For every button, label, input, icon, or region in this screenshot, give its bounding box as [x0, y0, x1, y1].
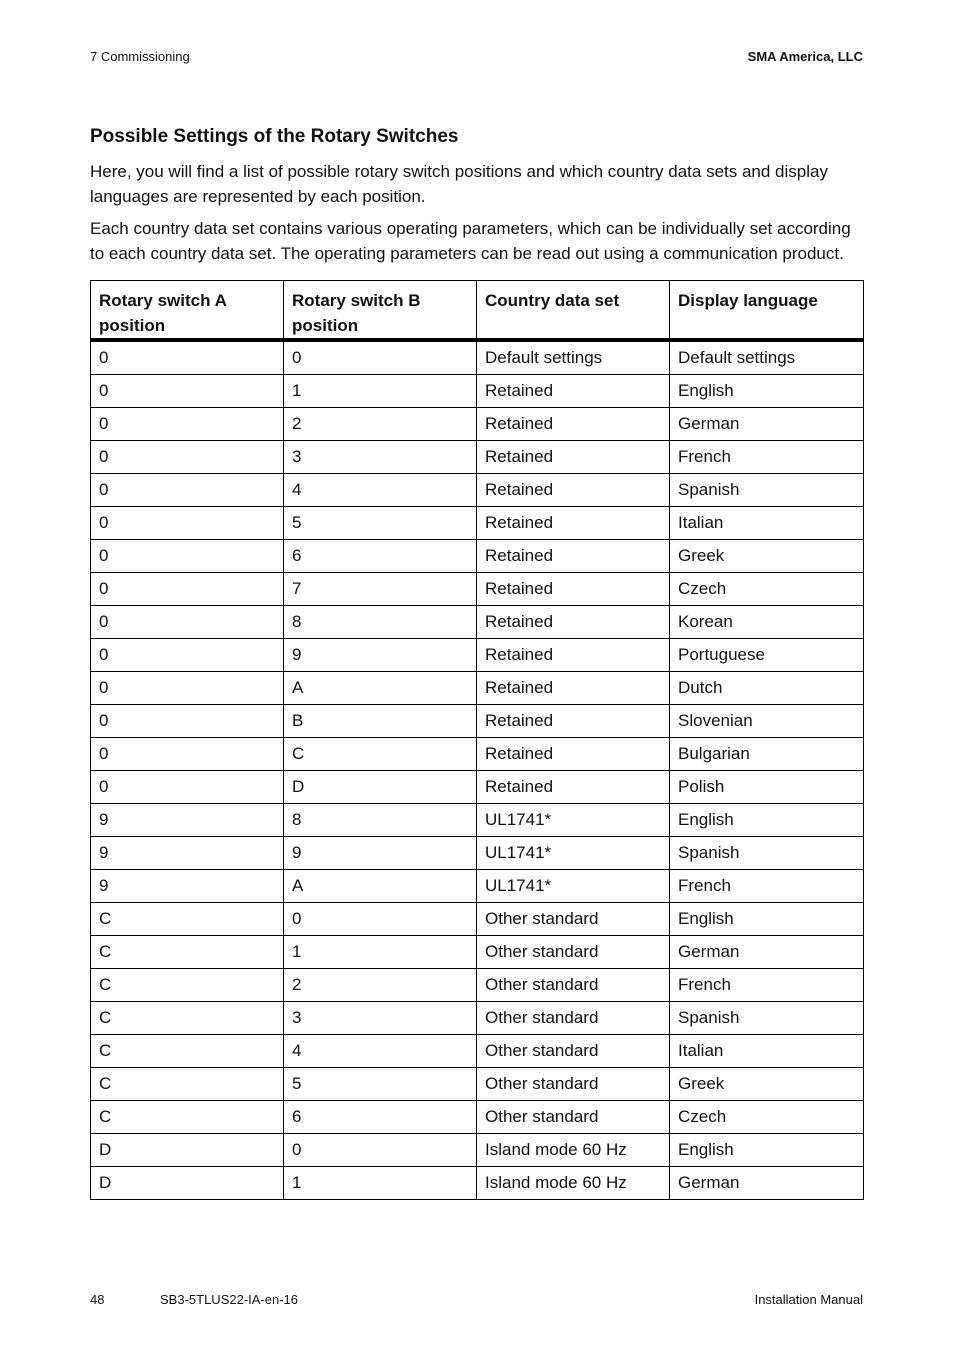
cell-country-data-set: Retained [477, 540, 670, 573]
cell-country-data-set: Retained [477, 771, 670, 804]
cell-switch-b: 4 [284, 1035, 477, 1068]
cell-display-language: German [670, 936, 864, 969]
cell-display-language: Bulgarian [670, 738, 864, 771]
cell-switch-b: D [284, 771, 477, 804]
cell-switch-b: 5 [284, 1068, 477, 1101]
cell-switch-a: 0 [91, 441, 284, 474]
cell-country-data-set: Retained [477, 672, 670, 705]
cell-display-language: Dutch [670, 672, 864, 705]
cell-switch-a: 9 [91, 804, 284, 837]
cell-country-data-set: UL1741* [477, 870, 670, 903]
cell-switch-a: 9 [91, 870, 284, 903]
table-row [91, 1068, 864, 1101]
cell-country-data-set: Retained [477, 375, 670, 408]
footer-page-number: 48 [90, 1292, 105, 1307]
cell-country-data-set: Retained [477, 441, 670, 474]
table-row [91, 441, 864, 474]
cell-switch-b: A [284, 870, 477, 903]
cell-display-language: Greek [670, 1068, 864, 1101]
cell-switch-a: 0 [91, 340, 284, 375]
cell-country-data-set: Retained [477, 639, 670, 672]
cell-switch-b: 2 [284, 969, 477, 1002]
table-header-row [91, 281, 864, 341]
cell-country-data-set: Retained [477, 573, 670, 606]
cell-country-data-set: Island mode 60 Hz [477, 1167, 670, 1200]
cell-switch-b: 9 [284, 639, 477, 672]
cell-switch-b: 2 [284, 408, 477, 441]
cell-display-language: French [670, 969, 864, 1002]
cell-switch-b: 6 [284, 1101, 477, 1134]
cell-display-language: Spanish [670, 474, 864, 507]
column-header-switch-a: Rotary switch A position [91, 281, 284, 341]
cell-country-data-set: Retained [477, 606, 670, 639]
cell-switch-a: 0 [91, 507, 284, 540]
cell-country-data-set: UL1741* [477, 804, 670, 837]
cell-country-data-set: Other standard [477, 1002, 670, 1035]
cell-switch-a: 0 [91, 540, 284, 573]
table-row [91, 705, 864, 738]
cell-switch-b: A [284, 672, 477, 705]
column-header-display-language: Display language [670, 281, 864, 341]
cell-switch-b: 1 [284, 375, 477, 408]
header-chapter: 7 Commissioning [90, 49, 190, 64]
cell-country-data-set: Other standard [477, 936, 670, 969]
cell-switch-a: 0 [91, 738, 284, 771]
table-row [91, 1101, 864, 1134]
cell-display-language: Czech [670, 1101, 864, 1134]
cell-switch-b: 5 [284, 507, 477, 540]
cell-country-data-set: Retained [477, 474, 670, 507]
cell-switch-b: 1 [284, 1167, 477, 1200]
table-row [91, 507, 864, 540]
table-row [91, 672, 864, 705]
table-row [91, 738, 864, 771]
table-row [91, 969, 864, 1002]
cell-switch-a: 0 [91, 606, 284, 639]
parameters-paragraph: Each country data set contains various operating parameters, which can be individually set according to each country data set. The operating parameters can be read out using a communication product. [90, 219, 851, 263]
cell-country-data-set: Retained [477, 408, 670, 441]
table-row [91, 375, 864, 408]
cell-switch-a: D [91, 1167, 284, 1200]
table-row [91, 903, 864, 936]
cell-switch-b: C [284, 738, 477, 771]
rotary-switch-settings-table [90, 280, 864, 1200]
cell-switch-a: D [91, 1134, 284, 1167]
cell-switch-a: 0 [91, 771, 284, 804]
cell-switch-a: 0 [91, 375, 284, 408]
cell-country-data-set: Other standard [477, 1101, 670, 1134]
cell-switch-b: 9 [284, 837, 477, 870]
table-row [91, 540, 864, 573]
cell-switch-a: C [91, 969, 284, 1002]
cell-switch-b: 3 [284, 441, 477, 474]
intro-paragraph: Here, you will find a list of possible rotary switch positions and which country data sets and display languages are represented by each position. [90, 162, 828, 206]
cell-switch-b: 0 [284, 903, 477, 936]
table-row [91, 408, 864, 441]
cell-display-language: German [670, 408, 864, 441]
table-row [91, 573, 864, 606]
cell-display-language: Default settings [670, 340, 864, 375]
cell-display-language: English [670, 804, 864, 837]
column-header-country-data-set: Country data set [477, 281, 670, 341]
table-row [91, 639, 864, 672]
column-header-switch-b: Rotary switch B position [284, 281, 477, 341]
table-row [91, 1002, 864, 1035]
cell-country-data-set: Retained [477, 507, 670, 540]
table-row [91, 837, 864, 870]
cell-switch-a: 0 [91, 408, 284, 441]
cell-country-data-set: Other standard [477, 903, 670, 936]
cell-switch-a: 9 [91, 837, 284, 870]
cell-switch-b: 0 [284, 1134, 477, 1167]
cell-display-language: Italian [670, 507, 864, 540]
table-row [91, 1035, 864, 1068]
header-company: SMA America, LLC [747, 49, 863, 64]
cell-switch-a: 0 [91, 474, 284, 507]
cell-switch-b: 8 [284, 606, 477, 639]
cell-country-data-set: UL1741* [477, 837, 670, 870]
table-row [91, 771, 864, 804]
table-row [91, 340, 864, 375]
cell-switch-b: 0 [284, 340, 477, 375]
cell-display-language: Portuguese [670, 639, 864, 672]
cell-switch-a: C [91, 1068, 284, 1101]
footer-document-id: SB3-5TLUS22-IA-en-16 [160, 1292, 299, 1307]
cell-display-language: Polish [670, 771, 864, 804]
table-row [91, 474, 864, 507]
cell-display-language: English [670, 903, 864, 936]
cell-display-language: English [670, 1134, 864, 1167]
cell-switch-b: 7 [284, 573, 477, 606]
cell-country-data-set: Retained [477, 738, 670, 771]
table-body [91, 340, 864, 1200]
cell-display-language: Greek [670, 540, 864, 573]
cell-display-language: Korean [670, 606, 864, 639]
cell-country-data-set: Default settings [477, 340, 670, 375]
cell-display-language: Italian [670, 1035, 864, 1068]
table-row [91, 1134, 864, 1167]
cell-switch-a: 0 [91, 705, 284, 738]
cell-switch-a: C [91, 936, 284, 969]
table-row [91, 606, 864, 639]
cell-switch-a: 0 [91, 573, 284, 606]
table-row [91, 1167, 864, 1200]
cell-switch-a: 0 [91, 639, 284, 672]
cell-display-language: German [670, 1167, 864, 1200]
cell-switch-b: 1 [284, 936, 477, 969]
footer-document-type: Installation Manual [754, 1292, 863, 1307]
cell-switch-a: C [91, 1002, 284, 1035]
cell-country-data-set: Other standard [477, 1068, 670, 1101]
table-row [91, 804, 864, 837]
cell-switch-a: 0 [91, 672, 284, 705]
cell-display-language: Spanish [670, 837, 864, 870]
cell-display-language: English [670, 375, 864, 408]
cell-switch-a: C [91, 1101, 284, 1134]
cell-display-language: French [670, 870, 864, 903]
cell-display-language: Spanish [670, 1002, 864, 1035]
cell-switch-b: 4 [284, 474, 477, 507]
cell-country-data-set: Island mode 60 Hz [477, 1134, 670, 1167]
cell-switch-b: B [284, 705, 477, 738]
cell-switch-b: 8 [284, 804, 477, 837]
table-row [91, 870, 864, 903]
cell-display-language: Czech [670, 573, 864, 606]
table-row [91, 936, 864, 969]
table-header [91, 281, 864, 341]
cell-country-data-set: Other standard [477, 1035, 670, 1068]
cell-switch-a: C [91, 903, 284, 936]
cell-country-data-set: Retained [477, 705, 670, 738]
cell-switch-a: C [91, 1035, 284, 1068]
cell-display-language: Slovenian [670, 705, 864, 738]
cell-switch-b: 6 [284, 540, 477, 573]
cell-switch-b: 3 [284, 1002, 477, 1035]
section-title: Possible Settings of the Rotary Switches [90, 126, 459, 147]
cell-display-language: French [670, 441, 864, 474]
cell-country-data-set: Other standard [477, 969, 670, 1002]
